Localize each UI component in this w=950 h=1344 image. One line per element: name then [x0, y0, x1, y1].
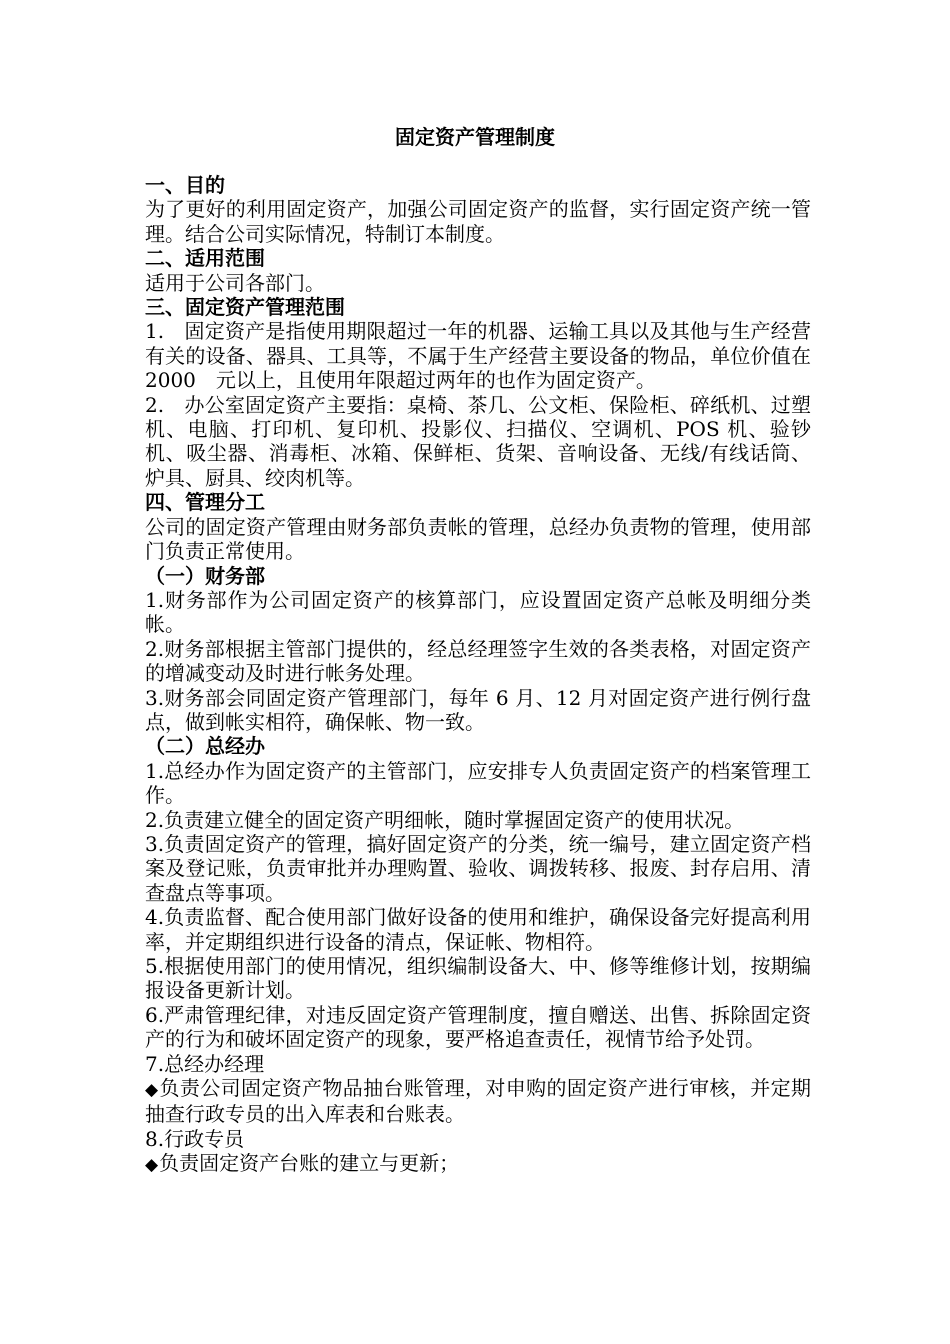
paragraph-text: 3.负责固定资产的管理，搞好固定资产的分类，统一编号，建立固定资产档案及登记账，负责审批并办理购置、验收、调拨转移、报废、封存启用、清查盘点等事项。 — [145, 831, 811, 905]
paragraph-text: 负责固定资产台账的建立与更新； — [159, 1151, 460, 1176]
paragraph-text: 1. 固定资产是指使用期限超过一年的机器、运输工具以及其他与生产经营有关的设备、器具、工具等，不属于生产经营主要设备的物品，单位价值在 2000 元以上，且使用年限超过两年的也作为固定资产。 — [145, 319, 811, 393]
paragraph-text: 6.严肃管理纪律，对违反固定资产管理制度，擅自赠送、出售、拆除固定资产的行为和破坏固定资产的现象，要严格追查责任，视情节给予处罚。 — [145, 1002, 811, 1052]
paragraph — [145, 197, 811, 246]
paragraph-text: 1.财务部作为公司固定资产的核算部门，应设置固定资产总帐及明细分类帐。 — [145, 587, 811, 637]
paragraph — [145, 319, 811, 392]
section-heading — [145, 295, 811, 319]
paragraph-text: 2.负责建立健全的固定资产明细帐，随时掌握固定资产的使用状况。 — [145, 807, 745, 832]
diamond-bullet-icon: ◆ — [145, 1080, 159, 1101]
paragraph-text: 4.负责监督、配合使用部门做好设备的使用和维护，确保设备完好提高利用率，并定期组织进行设备的清点，保证帐、物相符。 — [145, 905, 811, 954]
paragraph — [145, 515, 811, 564]
paragraph — [145, 637, 811, 686]
paragraph-text: 8.行政专员 — [145, 1126, 245, 1151]
diamond-bullet-icon: ◆ — [145, 1155, 159, 1176]
section-heading — [145, 564, 811, 588]
document-title: 固定资产管理制度 — [395, 125, 555, 149]
paragraph — [145, 759, 811, 808]
paragraph-text: 5.根据使用部门的使用情况，组织编制设备大、中、修等维修计划，按期编报设备更新计划。 — [145, 954, 811, 1003]
paragraph-text: 3.财务部会同固定资产管理部门，每年 6 月、12 月对固定资产进行例行盘点，做到帐实相符，确保帐、物一致。 — [145, 685, 811, 734]
paragraph-text: 二、适用范围 — [145, 246, 265, 271]
paragraph — [145, 832, 811, 905]
paragraph-text: 负责公司固定资产物品抽台账管理，对申购的固定资产进行审核，并定期抽查行政专员的出入库表和台账表。 — [145, 1076, 812, 1127]
paragraph — [145, 954, 811, 1003]
bullet-item — [145, 1151, 811, 1177]
paragraph-text: （二）总经办 — [145, 734, 265, 759]
section-heading — [145, 734, 811, 758]
section-heading — [145, 490, 811, 514]
paragraph — [145, 588, 811, 637]
paragraph-text: 7.总经办经理 — [145, 1051, 265, 1076]
document-body — [145, 173, 811, 1178]
paragraph-text: 为了更好的利用固定资产，加强公司固定资产的监督，实行固定资产统一管理。结合公司实际情况，特制订本制度。 — [145, 197, 811, 246]
paragraph — [145, 686, 811, 735]
section-heading — [145, 246, 811, 270]
paragraph-text: 2. 办公室固定资产主要指：桌椅、茶几、公文柜、保险柜、碎纸机、过塑机、电脑、打印机、复印机、投影仪、扫描仪、空调机、POS 机、验钞机、吸尘器、消毒柜、冰箱、保鲜柜、货架、音响设备、无线/有线话筒、炉具、厨具、绞肉机等。 — [145, 392, 811, 490]
section-heading — [145, 173, 811, 197]
paragraph-text: 三、固定资产管理范围 — [145, 295, 345, 320]
paragraph — [145, 808, 811, 832]
paragraph-text: 适用于公司各部门。 — [145, 270, 325, 295]
bullet-item — [145, 1076, 811, 1127]
paragraph — [145, 271, 811, 295]
paragraph — [145, 1127, 811, 1151]
paragraph — [145, 393, 811, 491]
paragraph — [145, 1052, 811, 1076]
paragraph — [145, 905, 811, 954]
paragraph-text: 1.总经办作为固定资产的主管部门，应安排专人负责固定资产的档案管理工作。 — [145, 758, 811, 808]
paragraph-text: （一）财务部 — [145, 563, 265, 588]
paragraph-text: 2.财务部根据主管部门提供的，经总经理签字生效的各类表格，对固定资产的增减变动及时进行帐务处理。 — [145, 636, 811, 686]
paragraph-text: 四、管理分工 — [145, 490, 265, 515]
paragraph-text: 公司的固定资产管理由财务部负责帐的管理，总经办负责物的管理，使用部门负责正常使用。 — [145, 514, 811, 564]
paragraph-text: 一、目的 — [145, 173, 225, 197]
paragraph — [145, 1003, 811, 1052]
